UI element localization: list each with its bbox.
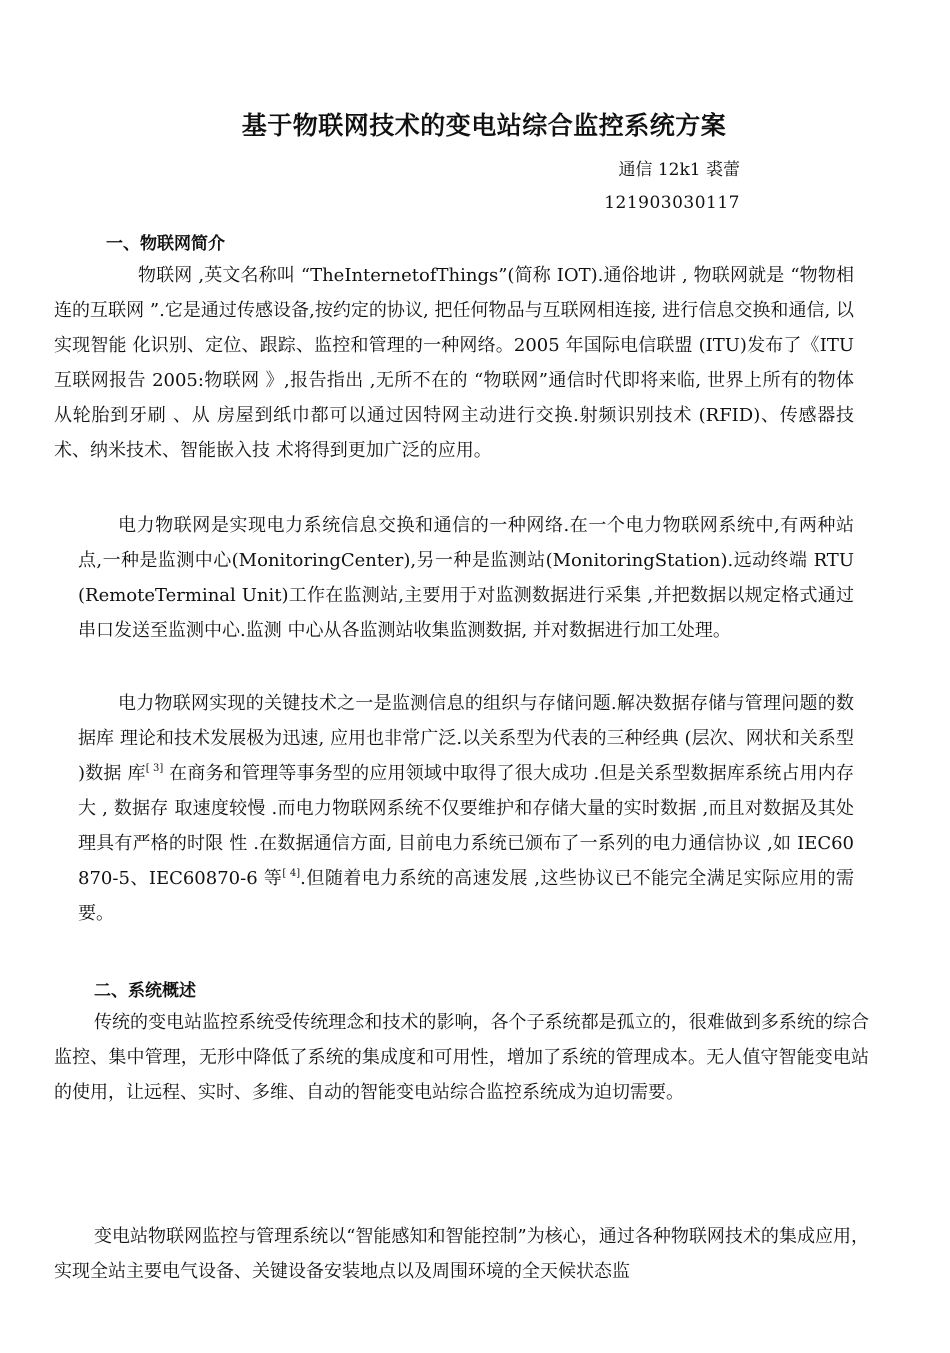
paragraph-3-text-b: 在商务和管理等事务型的应用领域中取得了很大成功 .但是关系型数据库系统占用内存大 , 数据存 取速度较慢 .而电力物联网系统不仅要维护和存储大量的实时数据 ,而且对数据及其处理具有严格的时限 性 .在数据通信方面, 目前电力系统已颁布了一系列的电力通信协议 ,如 IEC60870-5、IEC60870-6 等 bbox=[78, 763, 854, 889]
author-line: 通信 12k1 裘蕾 bbox=[618, 160, 740, 180]
paragraph-3-text-a: 电力物联网实现的关键技术之一是监测信息的组织与存储问题.解决数据存储与管理问题的数据库 理论和技术发展极为迅速, 应用也非常广泛.以关系型为代表的三种经典 (层次、网状和关系型 )数据 库 bbox=[78, 693, 854, 784]
paragraph-3-text-c: .但随着电力系统的高速发展 ,这些协议已不能完全满足实际应用的需要。 bbox=[78, 868, 854, 924]
citation-ref-4: [ 4] bbox=[282, 868, 301, 879]
section-1-heading: 一、物联网简介 bbox=[106, 234, 225, 254]
document-title: 基于物联网技术的变电站综合监控系统方案 bbox=[241, 111, 727, 140]
section-2-paragraph-2: 变电站物联网监控与管理系统以“智能感知和智能控制”为核心，通过各种物联网技术的集成应用，实现全站主要电气设备、关键设备安装地点以及周围环境的全天候状态监 bbox=[54, 1226, 869, 1282]
citation-ref-3: [ 3] bbox=[145, 763, 164, 774]
section-2-heading: 二、系统概述 bbox=[94, 981, 196, 1001]
section-1-paragraph-1: 物联网 ,英文名称叫 “TheInternetofThings”(简称 IOT).通俗地讲 , 物联网就是 “物物相连的互联网 ”.它是通过传感设备,按约定的协议, 把任何物品与互联网相连接, 进行信息交换和通信, 以实现智能 化识别、定位、跟踪、监控和管理的一种网络。2005 年国际电信联盟 (ITU)发布了《ITU 互联网报告 2005:物联网 》,报告指出 ,无所不在的 “物联网”通信时代即将来临, 世界上所有的物体从轮胎到牙刷 、从 房屋到纸巾都可以通过因特网主动进行交换.射频识别技术 (RFID)、传感器技术、纳米技术、智能嵌入技 术将得到更加广泛的应用。 bbox=[54, 265, 854, 461]
student-id: 121903030117 bbox=[604, 193, 740, 213]
section-2-paragraph-1: 传统的变电站监控系统受传统理念和技术的影响，各个子系统都是孤立的，很难做到多系统的综合监控、集中管理，无形中降低了系统的集成度和可用性，增加了系统的管理成本。无人值守智能变电站的使用，让远程、实时、多维、自动的智能变电站综合监控系统成为迫切需要。 bbox=[54, 1012, 869, 1103]
section-1-paragraph-3 bbox=[78, 686, 854, 931]
section-1-paragraph-2: 电力物联网是实现电力系统信息交换和通信的一种网络.在一个电力物联网系统中,有两种站点,一种是监测中心(MonitoringCenter),另一种是监测站(MonitoringStation).远动终端 RTU(RemoteTerminal Unit)工作在监测站,主要用于对监测数据进行采集 ,并把数据以规定格式通过串口发送至监测中心.监测 中心从各监测站收集监测数据, 并对数据进行加工处理。 bbox=[78, 515, 854, 641]
